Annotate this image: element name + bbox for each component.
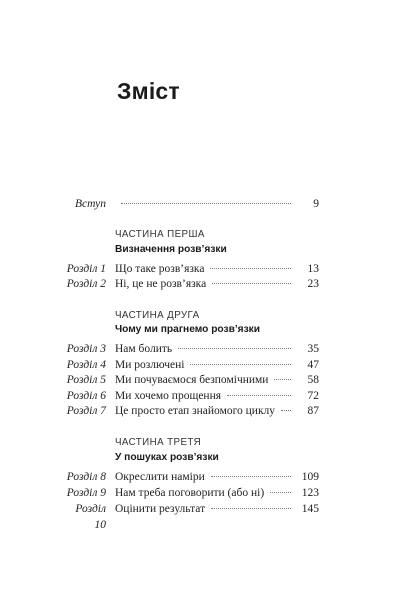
dot-leader (281, 410, 291, 411)
page-title: Зміст (117, 78, 180, 104)
toc-entry-chapter[interactable] (62, 341, 319, 357)
dot-leader (190, 364, 291, 365)
page-number: 13 (307, 263, 319, 275)
entry-title: Нам треба поговорити (або ні) (115, 487, 265, 499)
dot-leader (210, 268, 291, 269)
toc-entry-chapter[interactable] (62, 261, 319, 277)
entry-label: Розділ 5 (66, 374, 106, 386)
page-number: 109 (301, 471, 319, 483)
entry-title: Нам болить (115, 343, 173, 355)
page-number: 47 (307, 359, 319, 371)
toc-entry-chapter[interactable] (62, 501, 319, 531)
part-title: У пошуках розв’язки (115, 452, 219, 463)
entry-label: Розділ 7 (66, 405, 106, 417)
entry-label: Розділ 3 (66, 343, 106, 355)
entry-title: Ми хочемо прощення (115, 390, 222, 402)
dot-leader (211, 476, 291, 477)
entry-label: Розділ 1 (66, 263, 106, 275)
part-label: ЧАСТИНА ТРЕТЯ (115, 437, 202, 448)
entry-title: Окреслити наміри (115, 471, 205, 483)
dot-leader (121, 203, 291, 204)
toc-entry-chapter[interactable] (62, 469, 319, 485)
toc-entry-chapter[interactable] (62, 403, 319, 419)
entry-label: Розділ 4 (66, 359, 106, 371)
page-number: 35 (307, 343, 319, 355)
entry-label: Вступ (74, 198, 106, 210)
dot-leader (211, 508, 291, 509)
entry-label: Розділ 8 (66, 471, 106, 483)
entry-label: Розділ 10 (75, 503, 106, 531)
entry-title: Оцінити результат (115, 503, 206, 515)
part-title: Чому ми прагнемо розв’язки (115, 324, 261, 335)
dot-leader (270, 492, 291, 493)
entry-title: Це просто етап знайомого циклу (115, 405, 276, 417)
entry-title: Ми почуваємося безпомічними (115, 374, 269, 386)
page-number: 123 (301, 487, 319, 499)
entry-label: Розділ 6 (66, 390, 106, 402)
entry-title: Ми розлючені (115, 359, 185, 371)
toc-entry-chapter[interactable] (62, 357, 319, 373)
page-number: 9 (313, 198, 319, 210)
page-number: 23 (307, 278, 319, 290)
dot-leader (212, 283, 291, 284)
entry-title: Ні, це не розв’язка (115, 278, 207, 290)
page-number: 145 (301, 503, 319, 515)
toc-entry-intro[interactable] (62, 196, 319, 212)
page-number: 58 (307, 374, 319, 386)
page-number: 87 (307, 405, 319, 417)
toc-entry-chapter[interactable] (62, 372, 319, 388)
toc-entry-chapter[interactable] (62, 388, 319, 404)
entry-label: Розділ 9 (66, 487, 106, 499)
dot-leader (274, 379, 291, 380)
entry-title: Що таке розв’язка (115, 263, 205, 275)
part-title: Визначення розв’язки (115, 244, 227, 255)
part-label: ЧАСТИНА ПЕРША (115, 229, 205, 240)
dot-leader (178, 348, 291, 349)
entry-label: Розділ 2 (66, 278, 106, 290)
dot-leader (227, 395, 291, 396)
part-label: ЧАСТИНА ДРУГА (115, 310, 200, 321)
page-number: 72 (307, 390, 319, 402)
toc-entry-chapter[interactable] (62, 485, 319, 501)
toc-entry-chapter[interactable] (62, 276, 319, 292)
